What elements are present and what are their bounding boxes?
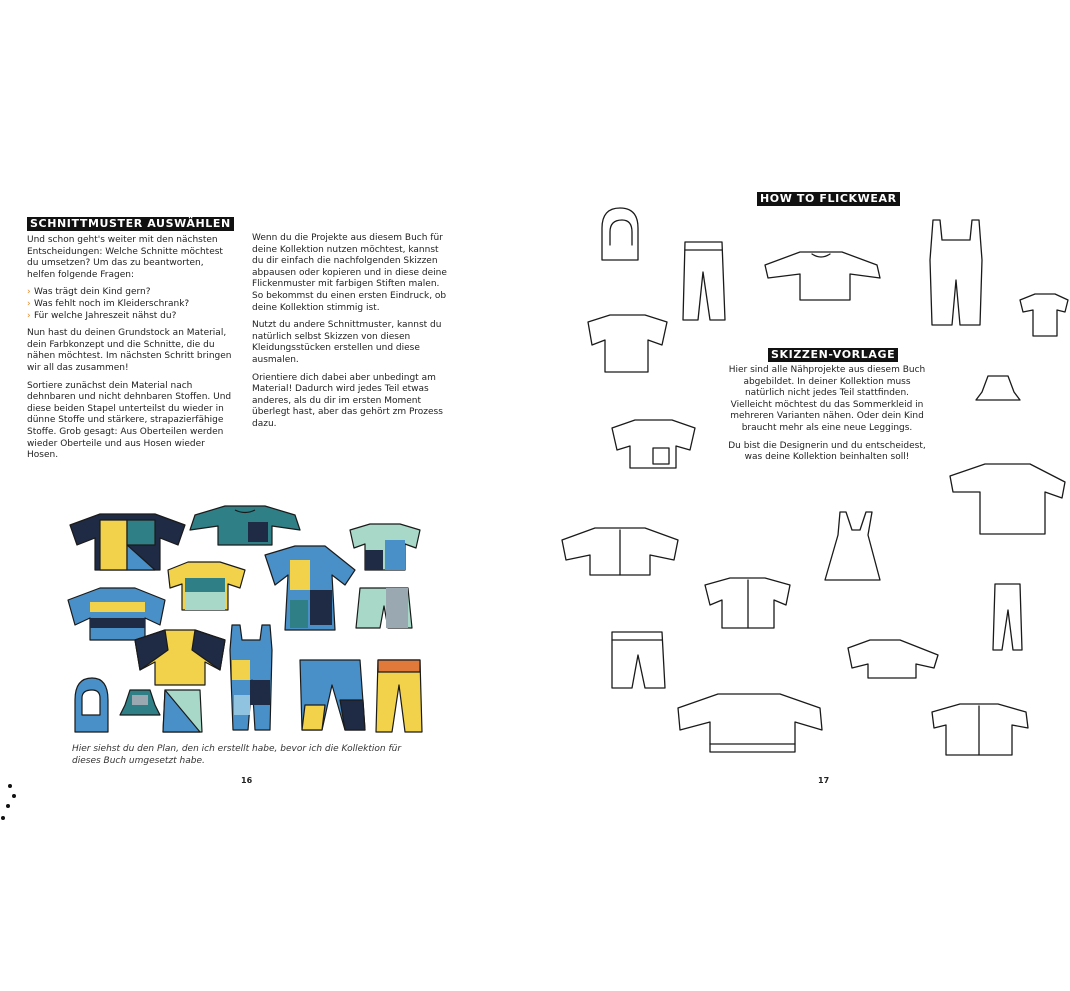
section-heading-schnittmuster: SCHNITTMUSTER AUSWÄHLEN: [27, 217, 234, 231]
outline-button-shirt-icon: [705, 578, 790, 628]
page-number-right: 17: [818, 776, 830, 785]
question-item: › Für welche Jahreszeit nähst du?: [27, 311, 232, 323]
question-item: › Was fehlt noch im Kleiderschrank?: [27, 299, 232, 311]
outline-overall-icon: [930, 220, 982, 325]
question-list: [27, 287, 232, 322]
outline-leggings-icon: [993, 584, 1022, 650]
figure-caption: Hier siehst du den Plan, den ich erstellt habe, bevor ich die Kollektion für dieses Buch umgesetzt habe.: [72, 744, 402, 766]
colored-sweater-icon: [190, 506, 300, 545]
colored-overall-icon: [230, 625, 272, 730]
outline-wide-sweater-icon: [678, 694, 822, 752]
outline-shorts-icon: [612, 632, 665, 688]
paragraph: Nutzt du andere Schnittmuster, kannst du natürlich selbst Skizzen von diesen Kleidungsstücken erstellen und diese ausmalen.: [252, 320, 442, 365]
outline-pocket-shirt-icon: [612, 420, 695, 468]
colored-dress-icon: [265, 546, 355, 630]
outline-tshirt-icon: [588, 315, 667, 372]
paragraph: Nun hast du deinen Grundstock an Material, dein Farbkonzept und die Schnitte, die du nähen möchtest. Im nächsten Schritt bringen wir all das zusammen!: [27, 328, 232, 373]
outline-sweater-icon: [765, 252, 880, 300]
colored-shirt-icon: [350, 524, 420, 570]
colored-raglan-icon: [135, 630, 225, 685]
outline-tshirt-icon: [1020, 294, 1068, 336]
outline-pants-icon: [683, 242, 725, 320]
colored-tshirt-icon: [168, 562, 245, 610]
outline-hood-icon: [602, 208, 638, 260]
section-heading-skizzen: SKIZZEN-VORLAGE: [768, 348, 898, 362]
colored-striped-sweater-icon: [68, 588, 165, 640]
left-column-2: [252, 233, 452, 437]
decorative-dots-icon: [0, 780, 20, 830]
paragraph: Du bist die Designerin und du entscheidest, was deine Kollektion beinhalten soll!: [728, 440, 926, 463]
colored-hat-icon: [120, 690, 160, 715]
paragraph: Wenn du die Projekte aus diesem Buch für deine Kollektion nutzen möchtest, kannst du dir einfach die nachfolgenden Skizzen abpausen oder kopieren und in diese deine Flickenmuster mit farbigen Stiften malen. So bekommst du einen ersten Eindruck, ob deine Kollektion stimmig ist.: [252, 233, 447, 313]
colored-jacket-icon: [70, 514, 185, 570]
outline-sketches: [550, 200, 1070, 770]
question-item: › Was trägt dein Kind gern?: [27, 287, 232, 299]
section-heading-how-to: HOW TO FLICKWEAR: [757, 192, 900, 206]
page-number-left: 16: [241, 776, 253, 785]
paragraph: Hier sind alle Nähprojekte aus diesem Buch abgebildet. In deiner Kollektion muss natürlich nicht jedes Teil stattfinden. Vielleicht möchtest du das Sommerkleid in mehreren Varianten nähen. Oder dein Kind braucht mehr als eine neue Leggings.: [728, 365, 926, 433]
collection-illustration: [60, 500, 440, 740]
outline-small-shirt-icon: [848, 640, 938, 678]
colored-hood-icon: [75, 678, 108, 732]
outline-jacket-icon: [562, 528, 678, 575]
colored-pants-icon: [376, 660, 422, 732]
paragraph: Orientiere dich dabei aber unbedingt am Material! Dadurch wird jedes Teil etwas anderes, als du dir im ersten Moment überlegt hast, aber das gehört zm Prozess dazu.: [252, 372, 443, 429]
outline-longsleeve-icon: [950, 464, 1065, 534]
left-column-1: [27, 235, 232, 468]
outline-hat-icon: [976, 376, 1020, 400]
outline-cardigan-icon: [932, 704, 1028, 755]
colored-backpack-icon: [163, 690, 202, 732]
colored-shorts-icon: [356, 588, 412, 628]
paragraph: Sortiere zunächst dein Material nach dehnbaren und nicht dehnbaren Stoffen. Und diese beiden Stapel unterteilst du wieder in dünne Stoffe und stärkere, strapazierfähige Stoffe. Grob gesagt: Aus Oberteilen werden wieder Oberteile und aus Hosen wieder Hosen.: [27, 380, 232, 461]
intro-paragraph: Und schon geht's weiter mit den nächsten Entscheidungen: Welche Schnitte möchtest du umsetzen? Um das zu beantworten, helfen folgende Fragen:: [27, 235, 223, 280]
outline-dress-icon: [825, 512, 880, 580]
colored-jeans-icon: [300, 660, 365, 730]
